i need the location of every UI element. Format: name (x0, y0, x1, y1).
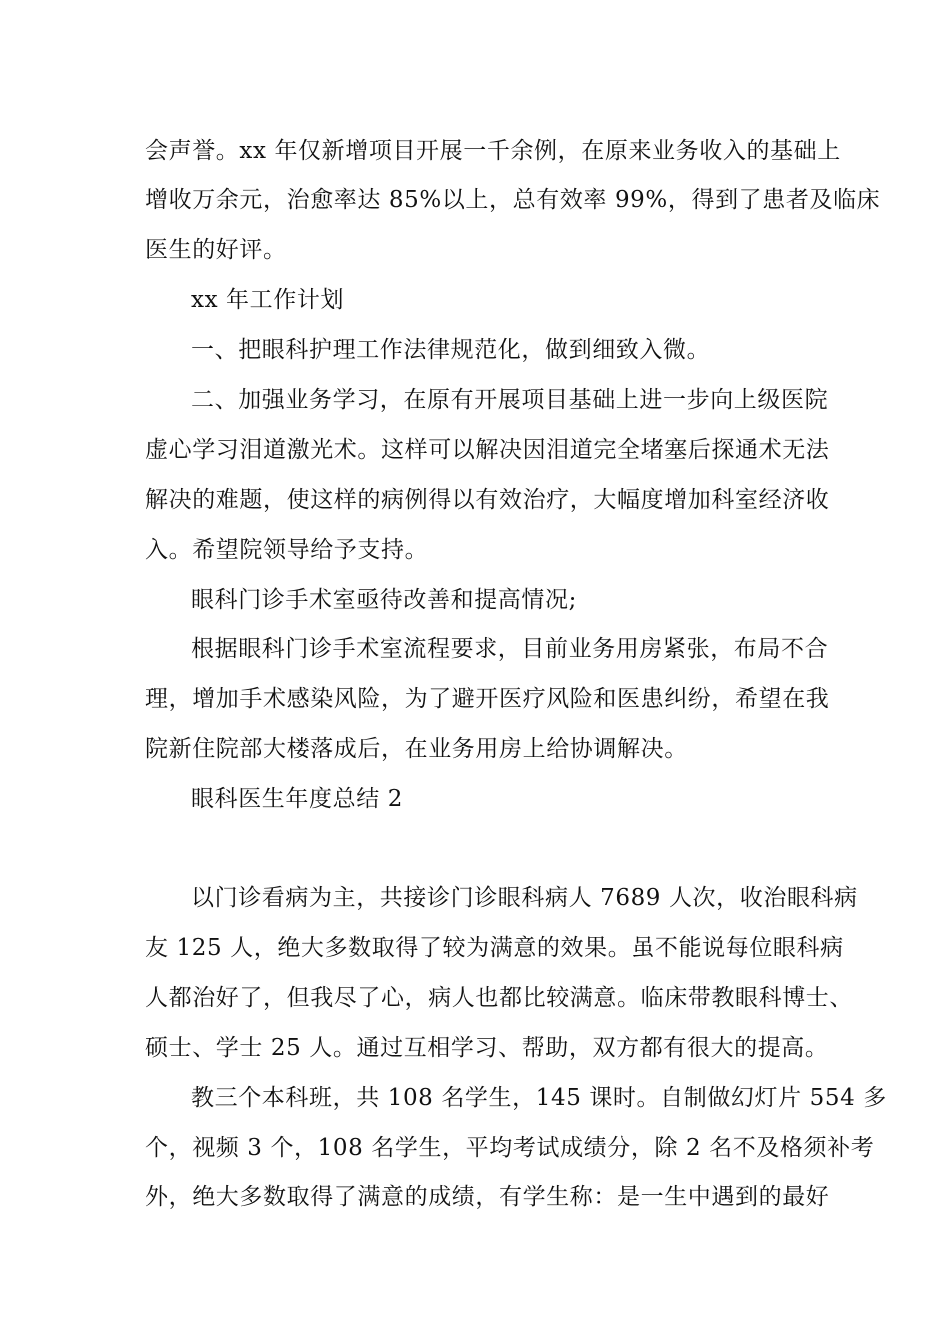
paragraph-line: 教三个本科班，共 108 名学生，145 课时。自制做幻灯片 554 多 (191, 1085, 887, 1111)
paragraph-line: 虚心学习泪道激光术。这样可以解决因泪道完全堵塞后探通术无法 (145, 437, 830, 463)
paragraph-line: 外，绝大多数取得了满意的成绩，有学生称：是一生中遇到的最好 (145, 1184, 830, 1210)
paragraph-line: 医生的好评。 (145, 237, 287, 263)
paragraph-line: 人都治好了，但我尽了心，病人也都比较满意。临床带教眼科博士、 (145, 985, 853, 1011)
paragraph-line: 个，视频 3 个，108 名学生，平均考试成绩分，除 2 名不及格须补考 (145, 1135, 875, 1161)
paragraph-line: 增收万余元，治愈率达 85%以上，总有效率 99%，得到了患者及临床 (145, 187, 881, 213)
paragraph-line: 入。希望院领导给予支持。 (145, 537, 429, 563)
paragraph-line: 友 125 人，绝大多数取得了较为满意的效果。虽不能说每位眼科病 (145, 935, 844, 961)
paragraph-line: 一、把眼科护理工作法律规范化，做到细致入微。 (191, 337, 711, 363)
paragraph-line: 以门诊看病为主，共接诊门诊眼科病人 7689 人次，收治眼科病 (191, 885, 858, 911)
paragraph-line: 会声誉。xx 年仅新增项目开展一千余例，在原来业务收入的基础上 (145, 138, 841, 164)
paragraph-line: 理，增加手术感染风险，为了避开医疗风险和医患纠纷，希望在我 (145, 686, 830, 712)
paragraph-line: 解决的难题，使这样的病例得以有效治疗，大幅度增加科室经济收 (145, 487, 830, 513)
paragraph-line: 硕士、学士 25 人。通过互相学习、帮助，双方都有很大的提高。 (145, 1035, 829, 1061)
section-heading: 眼科医生年度总结 2 (191, 786, 403, 812)
paragraph-line: 眼科门诊手术室亟待改善和提高情况; (191, 587, 577, 613)
paragraph-line: 院新住院部大楼落成后，在业务用房上给协调解决。 (145, 736, 688, 762)
paragraph-line: 二、加强业务学习，在原有开展项目基础上进一步向上级医院 (191, 387, 829, 413)
paragraph-line: 根据眼科门诊手术室流程要求，目前业务用房紧张，布局不合 (191, 636, 829, 662)
section-heading: xx 年工作计划 (191, 287, 345, 313)
